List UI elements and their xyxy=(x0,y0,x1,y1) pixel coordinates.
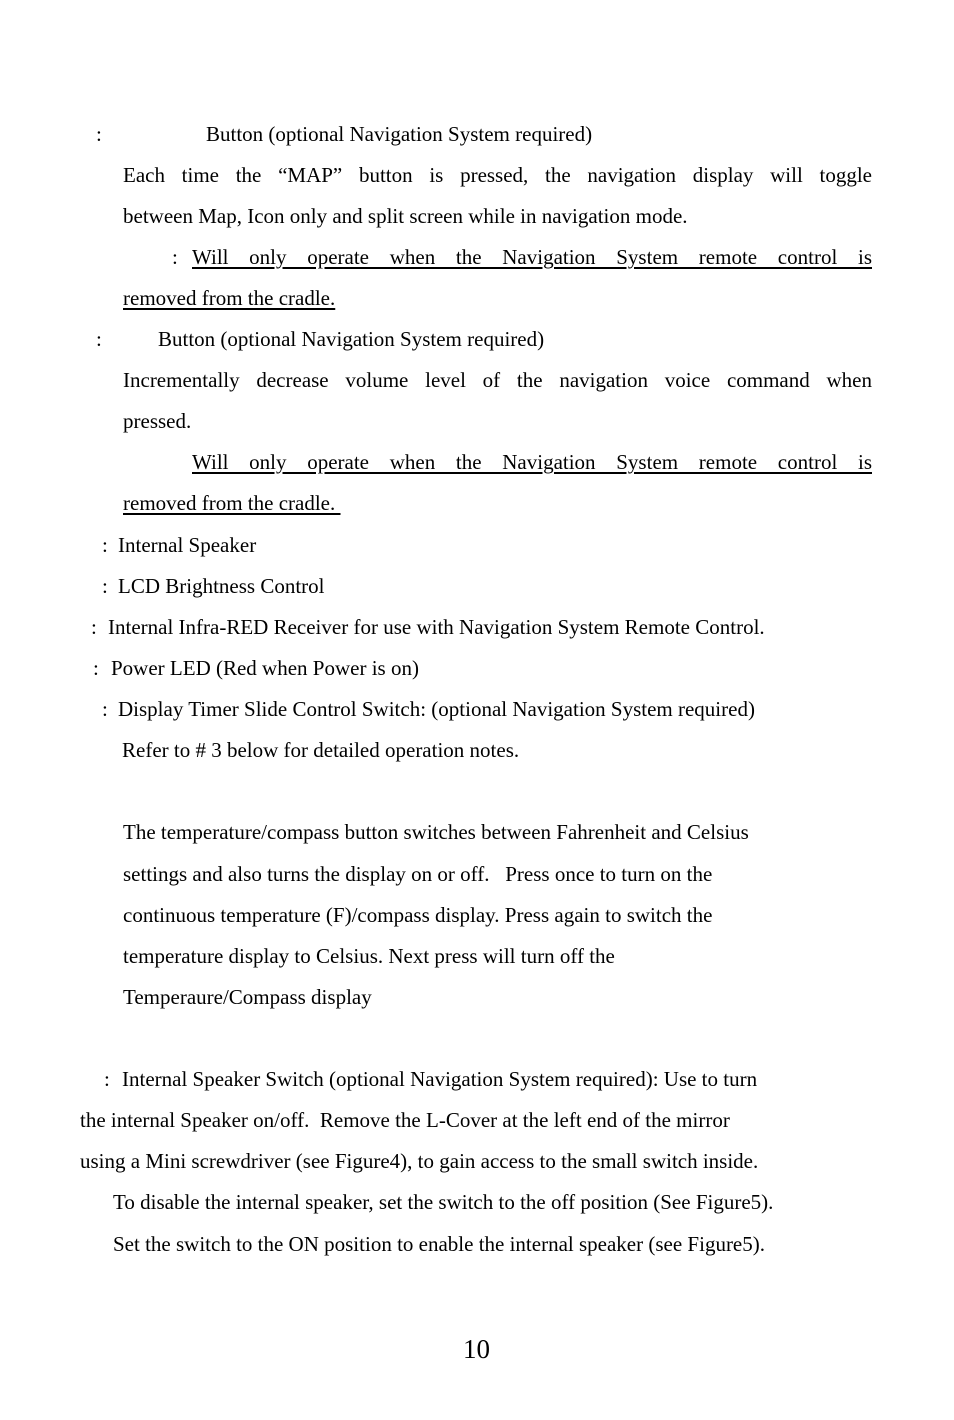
temperature-line5: Temperaure/Compass display xyxy=(123,985,372,1009)
item-infrared-receiver: Internal Infra-RED Receiver for use with Navigation System Remote Control. xyxy=(108,615,765,639)
map-button-note-line2: removed from the cradle. xyxy=(123,286,336,310)
item-display-timer: Display Timer Slide Control Switch: (optional Navigation System required) xyxy=(118,697,755,721)
speaker-switch-line3: using a Mini screwdriver (see Figure4), to gain access to the small switch inside. xyxy=(80,1149,759,1173)
item-infrared-receiver-colon: : xyxy=(91,615,97,639)
map-button-note-colon: : xyxy=(172,245,178,269)
item-lcd-brightness: LCD Brightness Control xyxy=(118,574,325,598)
map-button-body-line1: Each time the “MAP” button is pressed, the navigation display will toggle xyxy=(123,163,872,187)
volume-button-heading: Button (optional Navigation System required) xyxy=(158,327,545,351)
item-internal-speaker: Internal Speaker xyxy=(118,533,257,557)
item-power-led: Power LED (Red when Power is on) xyxy=(111,656,419,680)
volume-button-note-line1: Will only operate when the Navigation System remote control is xyxy=(192,450,872,474)
temperature-line2: settings and also turns the display on or off. Press once to turn on the xyxy=(123,862,713,886)
map-button-heading: Button (optional Navigation System required) xyxy=(206,122,593,146)
temperature-line4: temperature display to Celsius. Next press will turn off the xyxy=(123,944,615,968)
speaker-switch-line1: Internal Speaker Switch (optional Navigation System required): Use to turn xyxy=(122,1067,758,1091)
item-lcd-brightness-colon: : xyxy=(102,574,108,598)
map-button-colon: : xyxy=(96,122,102,146)
speaker-switch-line2: the internal Speaker on/off. Remove the L-Cover at the left end of the mirror xyxy=(80,1108,730,1132)
item-display-timer-colon: : xyxy=(102,697,108,721)
volume-button-colon: : xyxy=(96,327,102,351)
refer-note: Refer to # 3 below for detailed operation notes. xyxy=(122,738,520,762)
speaker-switch-colon: : xyxy=(104,1067,110,1091)
temperature-line1: The temperature/compass button switches between Fahrenheit and Celsius xyxy=(123,820,749,844)
map-button-note-line1: Will only operate when the Navigation System remote control is xyxy=(192,245,872,269)
volume-button-note-line2: removed from the cradle. xyxy=(123,491,341,515)
page-number: 10 xyxy=(463,1334,490,1364)
speaker-switch-line5: Set the switch to the ON position to enable the internal speaker (see Figure5). xyxy=(113,1232,765,1256)
volume-button-body-line1: Incrementally decrease volume level of the navigation voice command when xyxy=(123,368,872,392)
volume-button-body-line2: pressed. xyxy=(123,409,192,433)
item-internal-speaker-colon: : xyxy=(102,533,108,557)
speaker-switch-line4: To disable the internal speaker, set the switch to the off position (See Figure5). xyxy=(113,1190,774,1214)
map-button-body-line2: between Map, Icon only and split screen while in navigation mode. xyxy=(123,204,688,228)
item-power-led-colon: : xyxy=(93,656,99,680)
temperature-line3: continuous temperature (F)/compass display. Press again to switch the xyxy=(123,903,713,927)
